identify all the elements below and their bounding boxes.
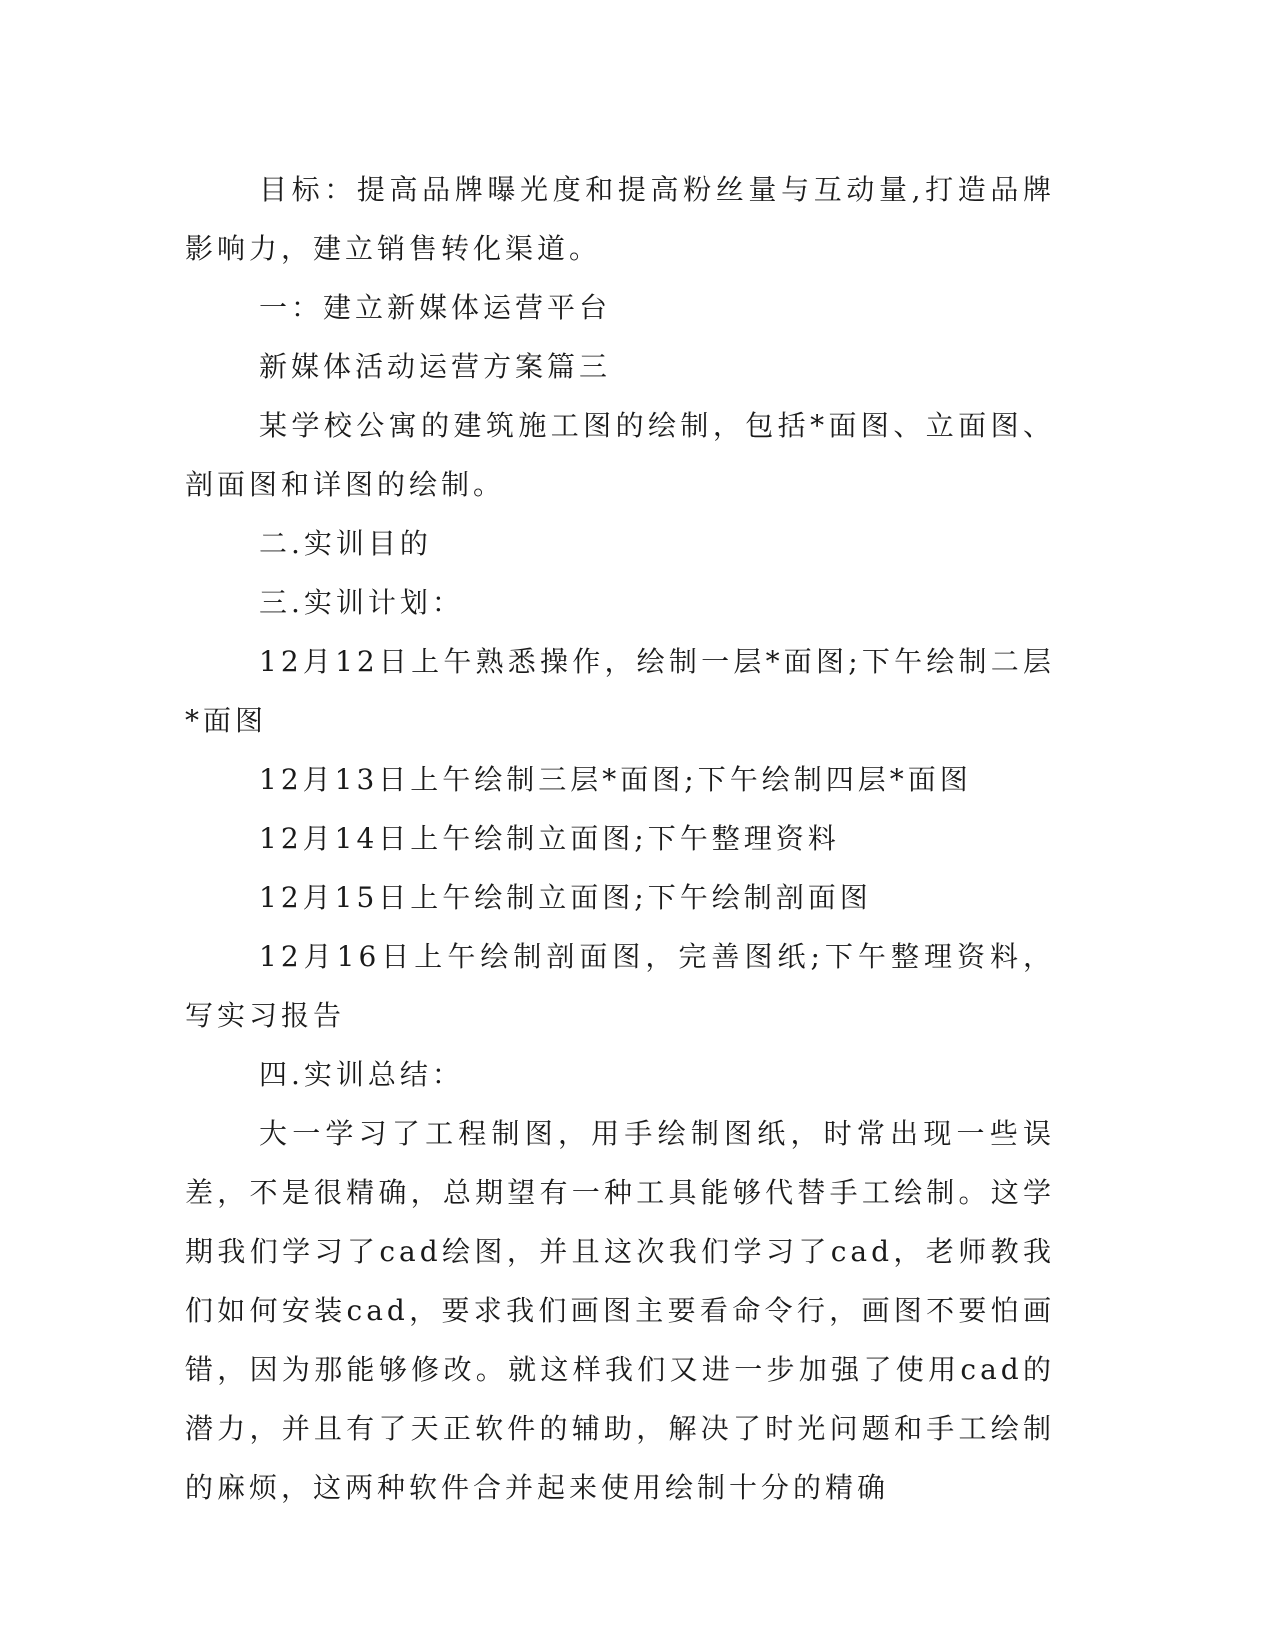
document-body: [185, 160, 1055, 1517]
paragraph-plan-day-2: 12月13日上午绘制三层*面图;下午绘制四层*面图: [259, 763, 972, 796]
paragraph-summary-body: 大一学习了工程制图，用手绘制图纸，时常出现一些误差，不是很精确，总期望有一种工具能够代替手工绘制。这学期我们学习了cad绘图，并且这次我们学习了cad，老师教我们如何安装cad，要求我们画图主要看命令行，画图不要怕画错，因为那能够修改。就这样我们又进一步加强了使用cad的潜力，并且有了天正软件的辅助，解决了时光问题和手工绘制的麻烦，这两种软件合并起来使用绘制十分的精确: [185, 1117, 1055, 1504]
paragraph-goal: 目标：提高品牌曝光度和提高粉丝量与互动量,打造品牌影响力，建立销售转化渠道。: [185, 173, 1055, 265]
paragraph-task-description: 某学校公寓的建筑施工图的绘制，包括*面图、立面图、剖面图和详图的绘制。: [185, 409, 1055, 501]
paragraph-step-one: 一：建立新媒体运营平台: [259, 291, 612, 324]
paragraph-plan-day-5: 12月16日上午绘制剖面图，完善图纸;下午整理资料，写实习报告: [185, 940, 1055, 1032]
paragraph-heading-summary: 四.实训总结：: [259, 1058, 464, 1091]
paragraph-heading-plan: 三.实训计划：: [259, 586, 464, 619]
paragraph-plan-day-4: 12月15日上午绘制立面图;下午绘制剖面图: [259, 881, 872, 914]
paragraph-plan-day-3: 12月14日上午绘制立面图;下午整理资料: [259, 822, 840, 855]
paragraph-heading-purpose: 二.实训目的: [259, 527, 432, 560]
paragraph-plan-day-1: 12月12日上午熟悉操作，绘制一层*面图;下午绘制二层*面图: [185, 645, 1055, 737]
paragraph-section-title: 新媒体活动运营方案篇三: [259, 350, 612, 383]
